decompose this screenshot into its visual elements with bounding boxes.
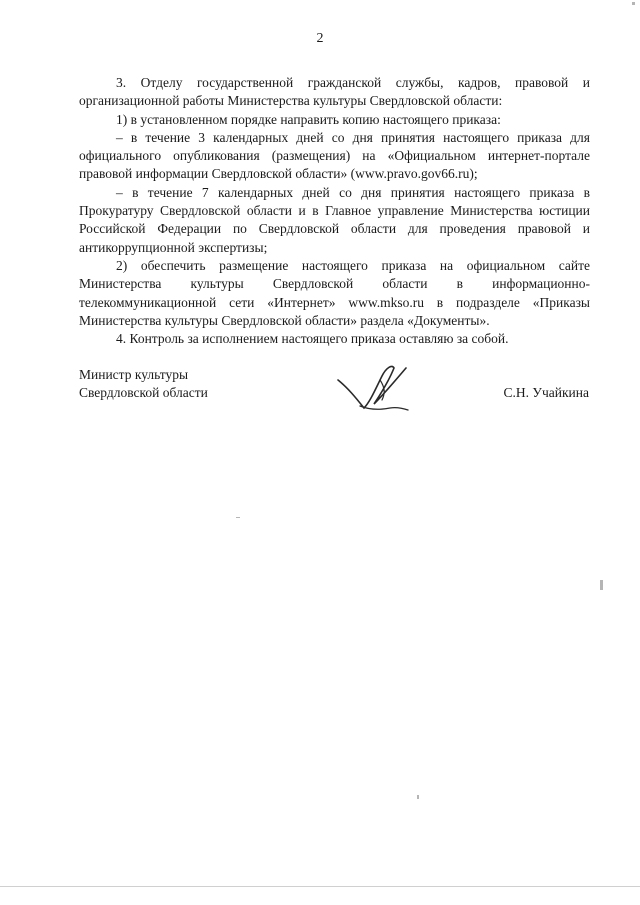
scan-speck (236, 517, 240, 518)
paragraph-item-4: 4. Контроль за исполнением настоящего приказа оставляю за собой. (116, 331, 509, 347)
signatory-title (79, 366, 208, 402)
scan-speck (600, 580, 603, 590)
signatory-title-line1: Министр культуры (79, 367, 189, 382)
paragraph-bullet-prosecutor: – в течение 7 календарных дней со дня принятия настоящего приказа в Прокуратуру Свердловской области и в Главное управление Министерства юстиции Российской Федерации по Свердловской области для проведения правовой и антикоррупционной экспертизы; (79, 184, 590, 255)
paragraph-subitem-1: 1) в установленном порядке направить копию настоящего приказа: (116, 111, 501, 127)
signatory-name: С.Н. Учайкина (503, 385, 589, 400)
order-text (79, 74, 590, 348)
signatory-title-line2: Свердловской области (79, 385, 208, 400)
paragraph-subitem-2: 2) обеспечить размещение настоящего приказа на официальном сайте Министерства культуры Свердловской области в информационно-телекоммуникационной сети «Интернет» www.mkso.ru в подразделе «Приказы Министерства культуры Свердловской области» раздела «Документы». (79, 257, 590, 328)
paragraph-item-3: 3. Отделу государственной гражданской службы, кадров, правовой и организационной работы Министерства культуры Свердловской области: (79, 75, 590, 109)
handwritten-signature (330, 358, 420, 418)
page-number: 2 (316, 31, 324, 46)
scan-speck (632, 2, 635, 5)
paragraph-bullet-publication: – в течение 3 календарных дней со дня принятия настоящего приказа для официального опубликования (размещения) на «Официальном интернет-портале правовой информации Свердловской области» (www.pravo.gov66.ru); (79, 129, 590, 182)
scan-speck (0, 886, 640, 887)
scan-speck (417, 795, 419, 799)
